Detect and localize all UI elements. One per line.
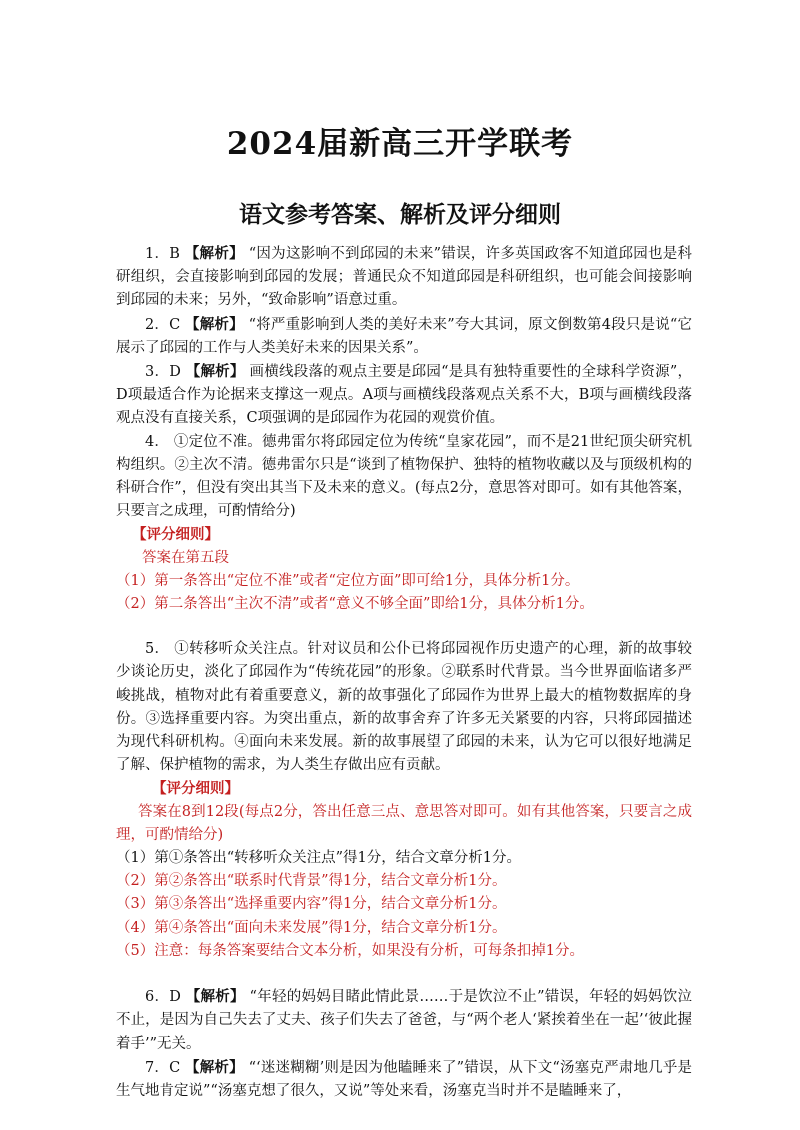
analysis-tag: 【解析】 [184,245,244,262]
answer-text: 画横线段落的观点主要是邱园“是具有独特重要性的全球科学资源”，D项最适合作为论据来支撑这一观点。A项与画横线段落观点关系不大，B项与画横线段落观点没有直接关系，C项强调的是邱园作为花园的观赏价值。 [116,364,693,427]
grading-header: 【评分细则】 [152,780,239,798]
answer-item-4 [116,431,692,524]
grading-header: 【评分细则】 [132,526,219,544]
answer-number: 4． [145,433,170,450]
grading-rule: （1）第一条答出“定位不准”或者“定位方面”即可给1分，具体分析1分。 [116,572,580,589]
answer-item-7 [116,1056,692,1103]
answer-number: 5． [145,641,170,658]
answer-text: “年轻的妈妈目睹此情此景……于是饮泣不止”错误，年轻的妈妈饮泣不止，是因为自己失去了丈夫、孩子们失去了爸爸，与“两个老人‘紧挨着坐在一起’‘彼此握着手’”无关。 [116,989,692,1052]
answer-number: 2．C [145,316,181,333]
grading-rule: （2）第②条答出“联系时代背景”得1分，结合文章分析1分。 [116,873,507,890]
grading-rule: （5）注意：每条答案要结合文本分析，如果没有分析，可每条扣掉1分。 [116,942,584,959]
answer-item-1 [116,242,692,313]
answer-note: 答案在8到12段(每点2分，答出任意三点、意思答对即可。如有其他答案，只要言之成理，可酌情给分) [116,803,692,843]
answer-number: 1．B [145,246,180,262]
analysis-tag: 【解析】 [185,1058,244,1076]
page-subtitle: 语文参考答案、解析及评分细则 [239,201,561,228]
analysis-tag: 【解析】 [185,363,245,381]
answer-text: “‘迷迷糊糊’则是因为他瞌睡来了”错误，从下文“汤塞克严肃地几乎是生气地肯定说”“汤塞克想了很久，又说”等处来看，汤塞克当时并不是瞌睡来了， [116,1059,693,1099]
grading-rule: （3）第③条答出“选择重要内容”得1分，结合文章分析1分。 [116,896,507,913]
answer-location: 答案在第五段 [142,549,229,566]
answer-number: 3．D [145,364,181,381]
answer-text: “将严重影响到人类的美好未来”夸大其词，原文倒数第4段只是说“它展示了邱园的工作与人类美好未来的因果关系”。 [116,316,693,356]
answer-body [116,242,692,1103]
answer-item-5 [116,638,692,777]
answer-text: ①转移听众关注点。针对议员和公仆已将邱园视作历史遗产的心理，新的故事较少谈论历史，淡化了邱园作为“传统花园”的形象。②联系时代背景。当今世界面临诸多严峻挑战，植物对此有着重要意义，新的故事强化了邱园作为世界上最大的植物数据库的身份。③选择重要内容。为突出重点，新的故事舍弃了许多无关紧要的内容，只将邱园描述为现代科研机构。④面向未来发展。新的故事展望了邱园的未来，认为它可以很好地满足了解、保护植物的需求，为人类生存做出应有贡献。 [116,641,693,774]
analysis-tag: 【解析】 [185,315,244,333]
grading-rule: （1）第①条答出“转移听众关注点”得1分，结合文章分析1分。 [116,850,521,867]
analysis-tag: 【解析】 [185,988,245,1006]
answer-text: “因为这影响不到邱园的未来”错误，许多英国政客不知道邱园也是科研组织，会直接影响到邱园的发展；普通民众不知道邱园是科研组织，也可能会间接影响到邱园的未来；另外，“致命影响”语意过重。 [116,246,693,309]
page-title: 2024届新高三开学联考 [226,126,574,162]
grading-rule: （4）第④条答出“面向未来发展”得1分，结合文章分析1分。 [116,919,507,936]
answer-item-6 [116,985,692,1056]
answer-item-3 [116,360,692,431]
answer-number: 7．C [145,1059,181,1076]
answer-text: ①定位不准。德弗雷尔将邱园定位为传统“皇家花园”，而不是21世纪顶尖研究机构组织。②主次不清。德弗雷尔只是“谈到了植物保护、独特的植物收藏以及与顶级机构的科研合作”，但没有突出其当下及未来的意义。(每点2分，意思答对即可。如有其他答案，只要言之成理，可酌情给分) [116,433,692,520]
grading-rule: （2）第二条答出“主次不清”或者“意义不够全面”即给1分，具体分析1分。 [116,596,594,613]
answer-number: 6．D [145,989,181,1006]
answer-item-2 [116,313,692,360]
